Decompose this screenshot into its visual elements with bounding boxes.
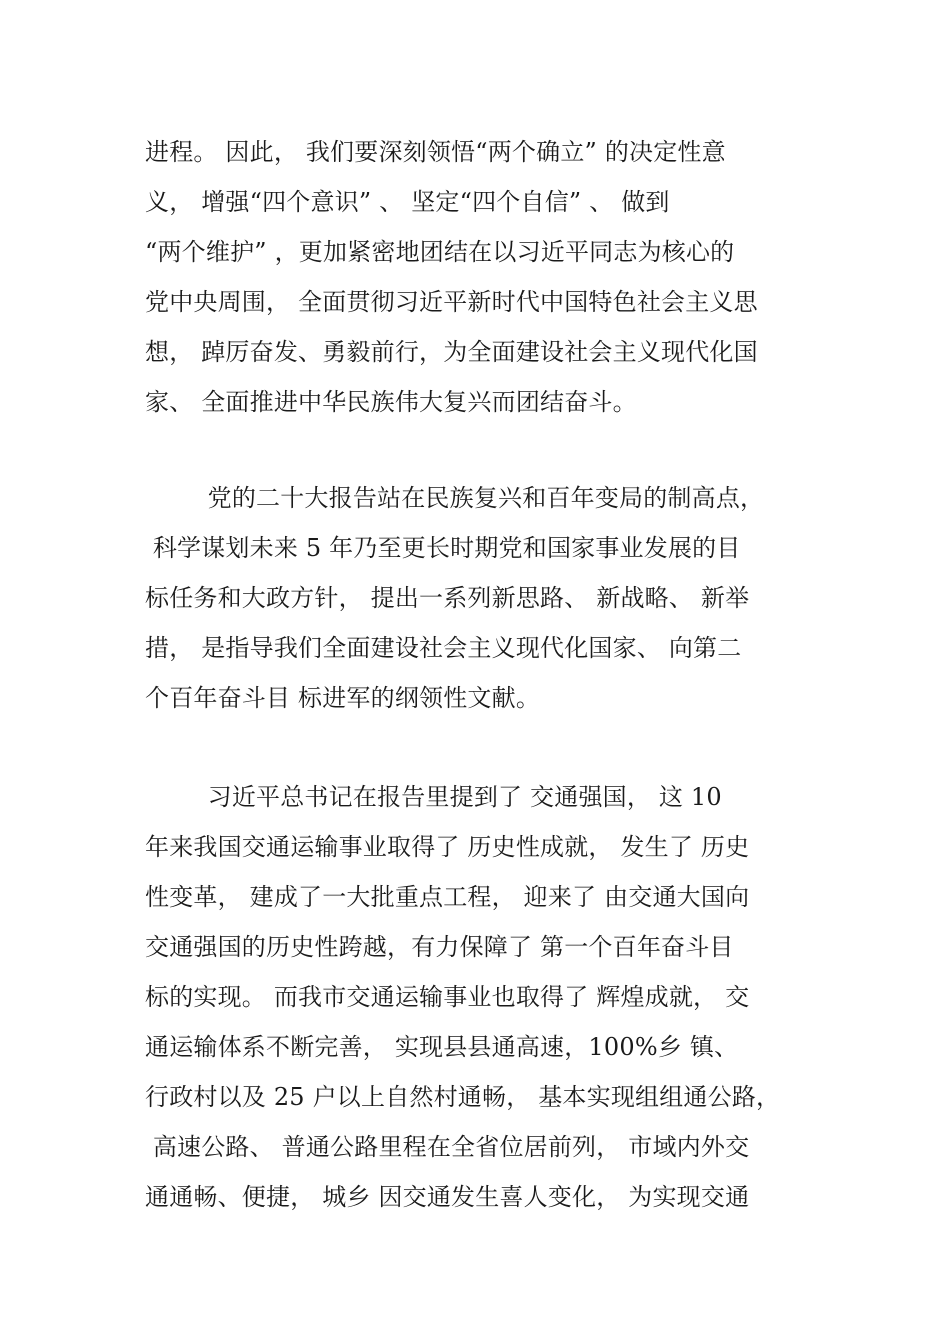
paragraph-3-line-1: 习近平总书记在报告里提到了 交通强国， 这 10	[145, 783, 722, 811]
paragraph-1-line-1: 进程。 因此， 我们要深刻领悟“两个确立” 的决定性意	[145, 138, 726, 166]
paragraph-2-line-5: 个百年奋斗目 标进军的纲领性文献。	[145, 684, 541, 712]
paragraph-3-line-8: 高速公路、 普通公路里程在全省位居前列， 市域内外交	[145, 1133, 750, 1161]
paragraph-2-line-3: 标任务和大政方针， 提出一系列新思路、 新战略、 新举	[145, 584, 750, 612]
paragraph-3-line-3: 性变革， 建成了一大批重点工程， 迎来了 由交通大国向	[145, 883, 750, 911]
paragraph-1-line-6: 家、 全面推进中华民族伟大复兴而团结奋斗。	[145, 388, 637, 416]
paragraph-1-line-5: 想， 踔厉奋发、勇毅前行，为全面建设社会主义现代化国	[145, 338, 758, 366]
paragraph-3-line-5: 标的实现。 而我市交通运输事业也取得了 辉煌成就， 交	[145, 983, 750, 1011]
paragraph-2-line-4: 措， 是指导我们全面建设社会主义现代化国家、 向第二	[145, 634, 742, 662]
paragraph-3-line-2: 年来我国交通运输事业取得了 历史性成就， 发生了 历史	[145, 833, 750, 861]
paragraph-2-line-2: 科学谋划未来 5 年乃至更长时期党和国家事业发展的目	[145, 534, 741, 562]
paragraph-3-line-9: 通通畅、便捷， 城乡 因交通发生喜人变化， 为实现交通	[145, 1183, 750, 1211]
paragraph-1-line-4: 党中央周围， 全面贯彻习近平新时代中国特色社会主义思	[145, 288, 758, 316]
paragraph-3-line-6: 通运输体系不断完善， 实现县县通高速，100%乡 镇、	[145, 1033, 739, 1061]
paragraph-2-line-1: 党的二十大报告站在民族复兴和百年变局的制高点，	[145, 484, 765, 512]
paragraph-3-line-4: 交通强国的历史性跨越，有力保障了 第一个百年奋斗目	[145, 933, 734, 961]
paragraph-1-line-2: 义， 增强“四个意识” 、 坚定“四个自信” 、 做到	[145, 188, 670, 216]
paragraph-1-line-3: “两个维护” ，更加紧密地团结在以习近平同志为核心的	[145, 238, 735, 266]
paragraph-3-line-7: 行政村以及 25 户以上自然村通畅， 基本实现组组通公路，	[145, 1083, 781, 1111]
